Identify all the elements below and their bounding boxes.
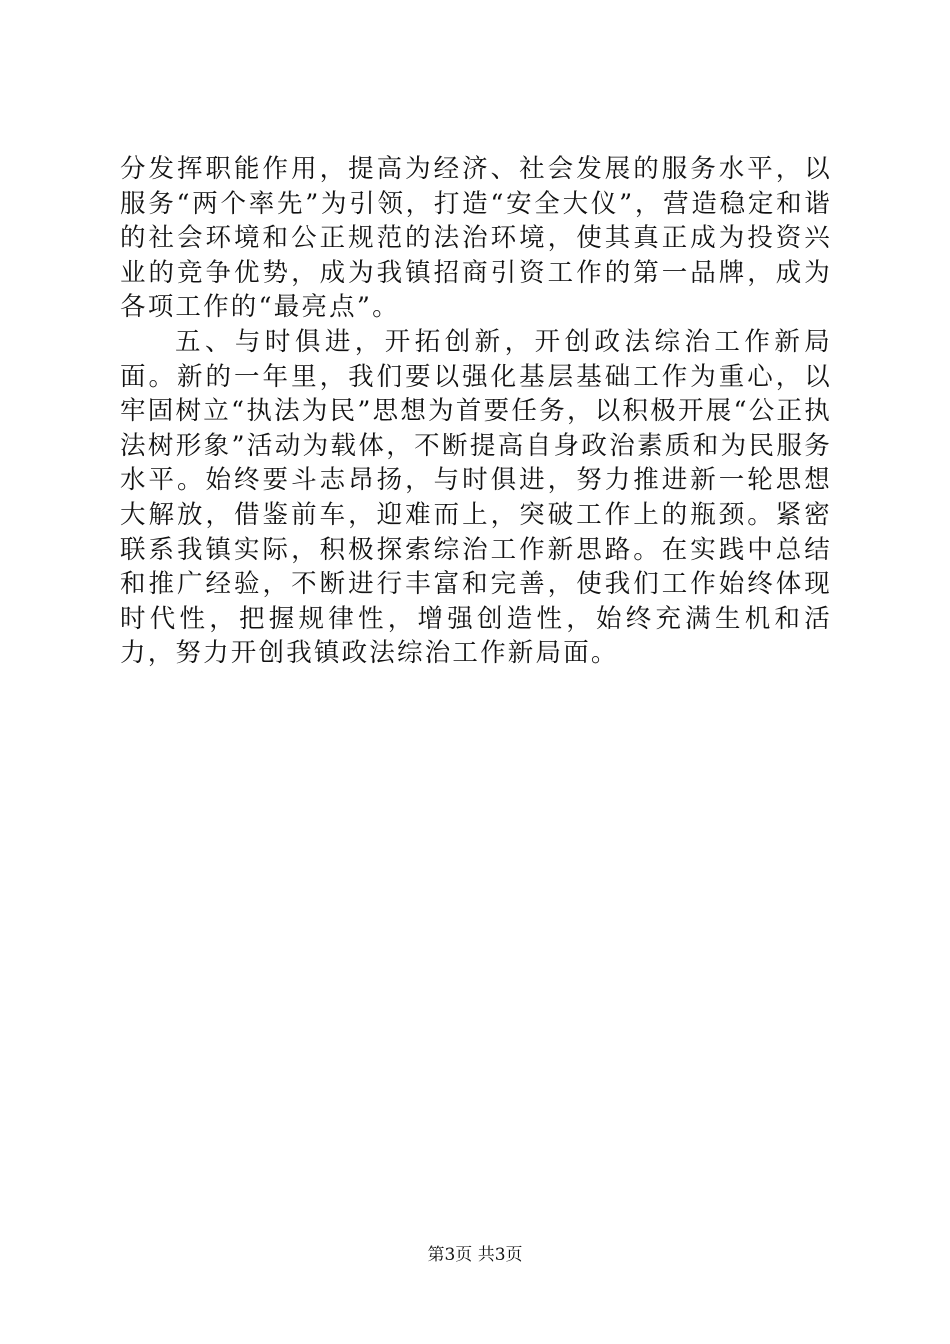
- page-number-footer: 第3页 共3页: [427, 1245, 523, 1265]
- paragraph-section-five: 五、与时俱进，开拓创新，开创政法综治工作新局面。新的一年里，我们要以强化基层基础工作为重心，以牢固树立“执法为民”思想为首要任务，以积极开展“公正执法树形象”活动为载体，不断提高自身政治素质和为民服务水平。始终要斗志昂扬，与时俱进，努力推进新一轮思想大解放，借鉴前车，迎难而上，突破工作上的瓶颈。紧密联系我镇实际，积极探索综治工作新思路。在实践中总结和推广经验，不断进行丰富和完善，使我们工作始终体现时代性，把握规律性，增强创造性，始终充满生机和活力，努力开创我镇政法综治工作新局面。: [120, 326, 832, 669]
- document-body: [120, 152, 832, 671]
- paragraph-continuation: 分发挥职能作用，提高为经济、社会发展的服务水平，以服务“两个率先”为引领，打造“安全大仪”，营造稳定和谐的社会环境和公正规范的法治环境，使其真正成为投资兴业的竞争优势，成为我镇招商引资工作的第一品牌，成为各项工作的“最亮点”。: [120, 154, 832, 323]
